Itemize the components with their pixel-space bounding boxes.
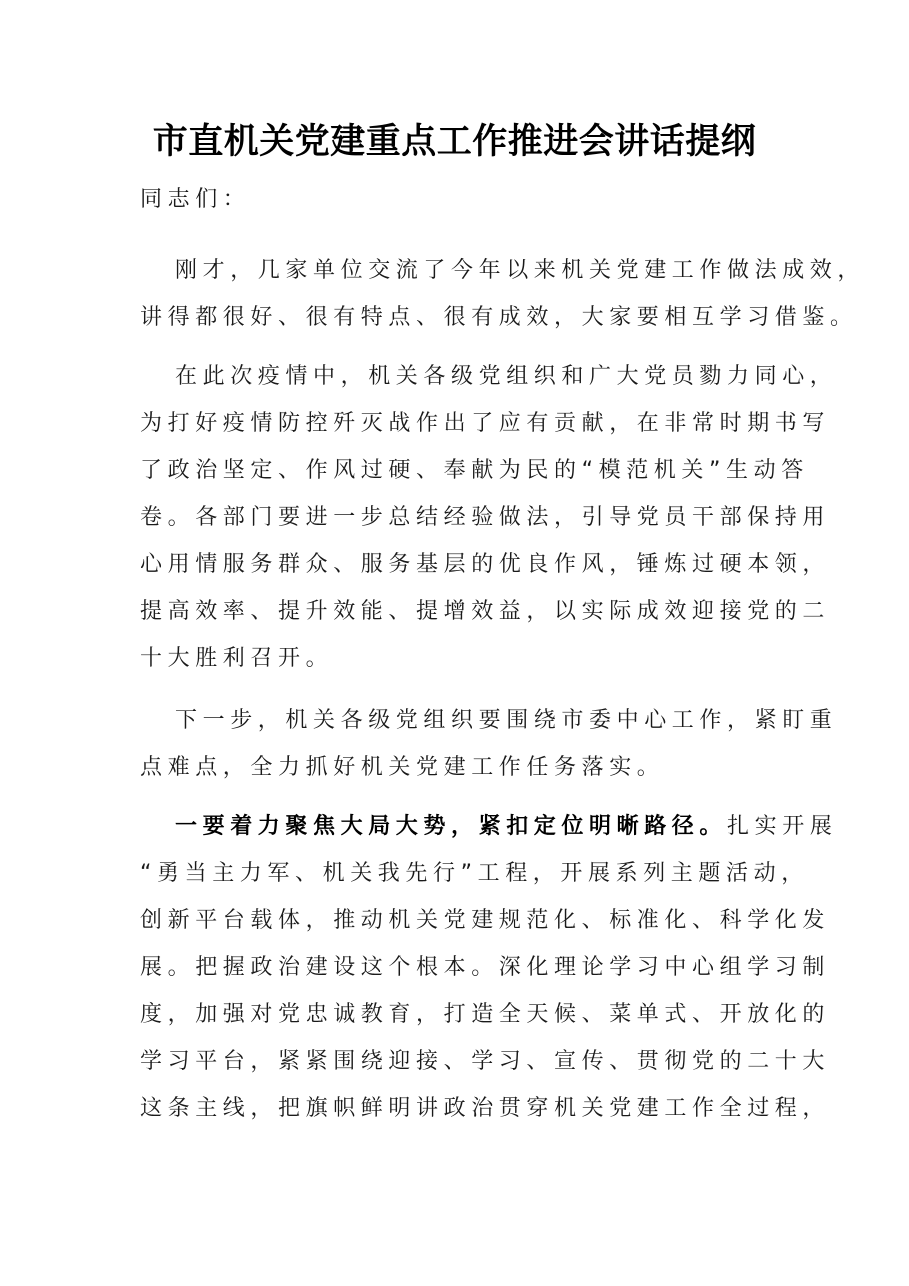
paragraph-4 bbox=[140, 803, 838, 1132]
paragraph-2-line: 了政治坚定、作风过硬、奉献为民的“模范机关”生动答 bbox=[140, 458, 809, 483]
paragraph-2-line: 卷。各部门要进一步总结经验做法，引导党员干部保持用 bbox=[140, 505, 831, 530]
paragraph-4-line: 度，加强对党忠诚教育，打造全天候、菜单式、开放化的 bbox=[140, 1002, 831, 1027]
document-title: 市直机关党建重点工作推进会讲话提纲 bbox=[152, 121, 757, 162]
paragraph-2-line: 在此次疫情中，机关各级党组织和广大党员勠力同心， bbox=[175, 364, 838, 389]
paragraph-4-line: 这条主线，把旗帜鲜明讲政治贯穿机关党建工作全过程， bbox=[140, 1096, 831, 1121]
paragraph-4-line: “勇当主力军、机关我先行”工程，开展系列主题活动， bbox=[140, 861, 809, 886]
greeting-text: 同志们： bbox=[140, 187, 251, 212]
paragraph-3-line: 下一步，机关各级党组织要围绕市委中心工作，紧盯重 bbox=[175, 708, 838, 733]
paragraph-2-line: 十大胜利召开。 bbox=[140, 646, 334, 671]
paragraph-3 bbox=[140, 697, 838, 791]
paragraph-2-line: 为打好疫情防控歼灭战作出了应有贡献，在非常时期书写 bbox=[140, 411, 831, 436]
paragraph-1 bbox=[140, 247, 866, 341]
greeting bbox=[140, 176, 780, 223]
paragraph-4-first-line-rest: 扎实开展 bbox=[727, 814, 838, 839]
paragraph-4-line: 创新平台载体，推动机关党建规范化、标准化、科学化发 bbox=[140, 908, 831, 933]
paragraph-1-line: 刚才，几家单位交流了今年以来机关党建工作做法成效， bbox=[175, 258, 866, 283]
paragraph-1-line: 讲得都很好、很有特点、很有成效，大家要相互学习借鉴。 bbox=[140, 305, 858, 330]
paragraph-3-line: 点难点，全力抓好机关党建工作任务落实。 bbox=[140, 755, 665, 780]
paragraph-4-line: 学习平台，紧紧围绕迎接、学习、宣传、贯彻党的二十大 bbox=[140, 1049, 831, 1074]
paragraph-2 bbox=[140, 353, 838, 682]
paragraph-4-heading: 一要着力聚焦大局大势，紧扣定位明晰路径。 bbox=[175, 814, 728, 839]
paragraph-4-first-line bbox=[140, 803, 838, 850]
paragraph-4-line: 展。把握政治建设这个根本。深化理论学习中心组学习制 bbox=[140, 955, 831, 980]
paragraph-2-line: 提高效率、提升效能、提增效益，以实际成效迎接党的二 bbox=[140, 599, 831, 624]
paragraph-2-line: 心用情服务群众、服务基层的优良作风，锤炼过硬本领， bbox=[140, 552, 831, 577]
